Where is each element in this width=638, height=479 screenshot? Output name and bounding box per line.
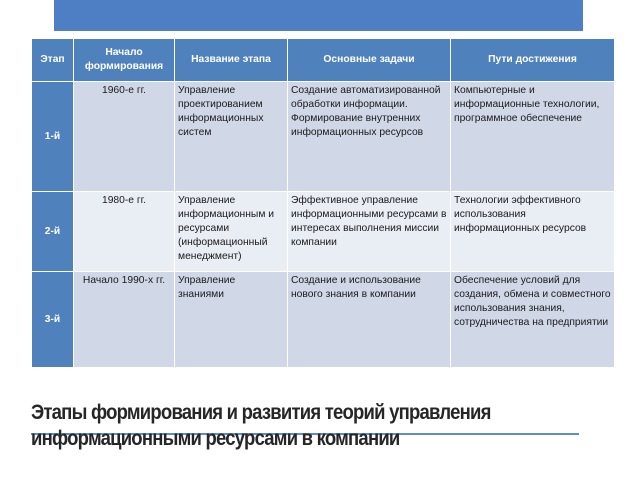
title-line-1: Этапы формирования и развития теорий управления xyxy=(31,400,491,424)
top-banner xyxy=(54,0,583,31)
ways-cell: Обеспечение условий для создания, обмена и совместного использования знания, сотрудничества на предприятии xyxy=(451,272,615,368)
header-stage-name: Название этапа xyxy=(175,39,288,82)
stage-cell: 2-й xyxy=(32,192,74,272)
stage-name-cell: Управление информационным и ресурсами (информационный менеджмент) xyxy=(175,192,288,272)
tasks-cell: Эффективное управление информационными ресурсами в интересах выполнения миссии компании xyxy=(288,192,451,272)
stage-cell: 3-й xyxy=(32,272,74,368)
tasks-cell: Создание и использование нового знания в компании xyxy=(288,272,451,368)
table-row xyxy=(32,192,615,272)
start-cell: 1960-е гг. xyxy=(74,82,175,192)
header-stage: Этап xyxy=(32,39,74,82)
stages-table xyxy=(31,38,615,368)
table-row xyxy=(32,82,615,192)
ways-cell: Компьютерные и информационные технологии, программное обеспечение xyxy=(451,82,615,192)
stage-cell: 1-й xyxy=(32,82,74,192)
start-cell: 1980-е гг. xyxy=(74,192,175,272)
ways-cell: Технологии эффективного использования информационных ресурсов xyxy=(451,192,615,272)
slide-title xyxy=(31,399,591,451)
stage-name-cell: Управление проектированием информационных систем xyxy=(175,82,288,192)
title-line-2: информационными ресурсами в компании xyxy=(31,426,400,450)
stage-name-cell: Управление знаниями xyxy=(175,272,288,368)
tasks-cell: Создание автоматизированной обработки информации. Формирование внутренних информационных ресурсов xyxy=(288,82,451,192)
start-cell: Начало 1990-х гг. xyxy=(74,272,175,368)
header-ways: Пути достижения xyxy=(451,39,615,82)
table-header-row xyxy=(32,39,615,82)
table-row xyxy=(32,272,615,368)
header-start: Начало формирования xyxy=(74,39,175,82)
header-main-tasks: Основные задачи xyxy=(288,39,451,82)
